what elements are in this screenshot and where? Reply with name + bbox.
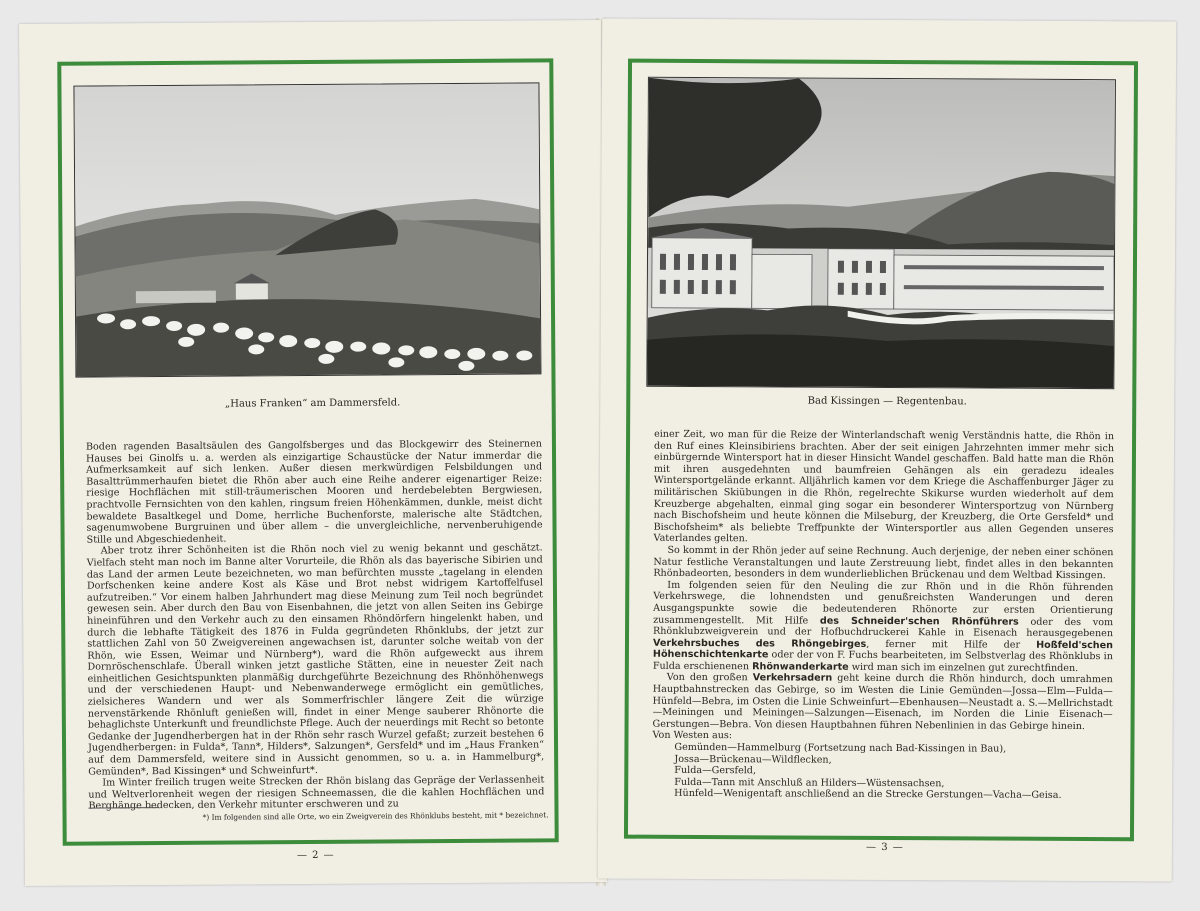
emphasis: Verkehrsadern — [752, 672, 833, 685]
text-run: geht keine durch die Rhön hindurch, doch umrahmen Hauptbahnstrecken das Gebirge, so im Westen die Linie Gemünden—Jossa—Elm—Fulda—Hünfeld—Bebra, im Osten die Linie Schweinfurt—Ebenhausen—Neustadt a. S.—Mellrichstadt—Meiningen und Meiningen—Salzungen—Eisenach, im Norden die Linie Eisenach—Gerstungen—Bebra. Von diesen Hauptbahnen führen Nebenlinien in das Gebirge hinein. — [652, 673, 1113, 732]
emphasis: Verkehrsbuches des Rhöngebirges — [652, 637, 867, 650]
page-number: — 2 — — [296, 849, 335, 862]
route-list — [652, 742, 1112, 802]
paragraph — [653, 579, 1113, 674]
route-item: Fulda—Tann mit Anschluß an Hilders—Wüstensachsen, — [674, 776, 945, 790]
left-page — [19, 20, 607, 886]
photo-caption: „Haus Franken“ am Dammersfeld. — [224, 397, 401, 410]
photo-caption: Bad Kissingen — Regentenbau. — [807, 395, 967, 408]
paragraph: So kommt in der Rhön jeder auf seine Rechnung. Auch derjenige, der neben einer schönen Natur festliche Veranstaltungen und laute Zerstreuung liebt, findet alles in den bekannten Rhönbadeorten, besonders in dem wunderlieblichen Brückenau und dem Weltbad Kissingen. — [653, 544, 1114, 582]
text-run: wird man sich im einzelnen gut zurechtfinden. — [848, 661, 1079, 674]
routes-intro: Von Westen aus: — [652, 730, 733, 742]
route-item: Fulda—Gersfeld, — [674, 765, 757, 777]
text-run: Von den großen — [666, 672, 753, 684]
left-body-text — [86, 438, 545, 812]
route-item: Gemünden—Hammelburg (Fortsetzung nach Bad-Kissingen in Bau), — [674, 741, 1007, 755]
emphasis: Hoßfeld'schen Höhenschichtenkarte — [652, 639, 1114, 661]
text-run: oder des vom Rhönklubzweigverein und der Hofbuchdruckerei Kahle in Eisenach herausgegebenen — [653, 616, 1114, 640]
paragraph — [653, 672, 1113, 732]
paragraph: einer Zeit, wo man für die Reize der Winterlandschaft wenig Verständnis hatte, die Rhön in den Ruf eines Kleinsibiriens brachten. Aber der seit einigen Jahrzehnten immer mehr sich einbürgernde Wintersport hat in dieser Hinsicht Wandel geschaffen. Bald hatte man die Rhön mit ihren ausgedehnten und baumfreien Gehängen als ein geradezu ideales Wintersportgelände erkannt. Alljährlich kamen vor dem Kriege die Aschaffenburger Jäger zu militärischen Skiübungen in die Rhön, regelrechte Skikurse wurden wiederholt auf dem Kreuzberge abgehalten, einmal ging sogar ein besonderer Wintersportzug von Nürnberg nach Bischofsheim und heute können die Milseburg, der Kreuzberg, die Orte Gersfeld* und Bischofsheim* als beliebte Treffpunkte der Wintersportler aus allen Gegenden unseres Vaterlandes gelten. — [653, 428, 1115, 545]
text-run: oder der von F. Fuchs bearbeiteten, im Selbstverlag des Rhönklubs in Fulda erschienenen — [652, 649, 1113, 673]
text-run: Im folgenden seien für den Neuling die zur Rhön und in die Rhön führenden Verkehrswege, die lohnendsten und genußreichsten Wanderungen und deren Ausgangspunkte sowie die bedeutenderen Rhönorte zur ersten Orientierung zusammengestellt. Mit Hilfe — [653, 579, 1114, 627]
paragraph: Aber trotz ihrer Schönheiten ist die Rhön noch viel zu wenig bekannt und geschätzt. Vielfach steht man noch im Banne alter Vorurteile, die Rhön als das bayerische Sibirien und das Land der armen Leute bezeichneten, wo man befürchten musste „tagelang in elenden Dorfschenken keine andere Kost als Käse und Brot nebst widrigem Kartoffelfusel aufzutreiben.“ Vor einem halben Jahrhundert mag diese Meinung zum Teil noch begründet gewesen sein. Aber durch den Bau von Eisenbahnen, die jetzt von allen Seiten ins Gebirge hineinführen und den Verkehr auch zu den einsamen Rhöndörfern hingelenkt haben, und durch die lebhafte Tätigkeit des 1876 in Fulda gegründeten Rhönklubs, der jetzt zur stattlichen Zahl von 50 Zweigvereinen angewachsen ist, darunter solche weitab von der Rhön, wie Essen, Weimar und Nürnberg*), ward die Rhön aufgeweckt aus ihrem Dornröschenschlafe. Überall winken jetzt gastliche Stätten, eine in neuester Zeit nach einheitlichen Gesichtspunkten planmäßig durchgeführte Bezeichnung des Rhönhöhenwegs und der verschiedenen Haupt- und Nebenwanderwege ermöglicht ein gemütliches, zielsicheres Wandern und wer als Sommerfrischler längere Zeit die würzige nervenstärkende Rhönluft genießen will, findet in einer Menge sauberer Rhönorte die behaglichste Unterkunft und freundlichste Pflege. Auch der neuerdings mit Recht so betonte Gedanke der Jugendherbergen hat in der Rhön sehr rasch Wurzel gefaßt; zurzeit bestehen 6 Jugendherbergen: in Fulda*, Tann*, Hilders*, Salzungen*, Gersfeld* und im „Haus Franken“ auf dem Dammersfeld, weitere sind in Aussicht genommen, so u. a. in Hammelburg*, Gemünden*, Bad Kissingen* und Schweinfurt*. — [86, 542, 545, 778]
page-number: — 3 — — [866, 841, 904, 854]
haus-franken-photo — [73, 82, 541, 377]
right-page — [598, 19, 1176, 882]
paragraph: Boden ragenden Basaltsäulen des Gangolfsberges und das Blockgewirr des Steinernen Hauses bei Ginolfs u. a. werden als einzigartige Schaustücke der Natur immerdar die Aufmerksamkeit auf sich lenken. Außer diesen merkwürdigen Felsbildungen und Basalttrümmerhaufen bietet die Rhön aber auch eine Reihe anderer eigenartiger Reize: riesige Hochflächen mit still-träumerischen Mooren und herdebelebten Bergwiesen, prachtvolle Fernsichten von den kahlen, ringsum freien Höhenkämmen, dunkle, meist dicht bewaldete Basaltkegel und Dome, herrliche Buchenforste, malerische alte Städtchen, sagenumwobene Burgruinen und über allem – die unvergleichliche, nervenberuhigende Stille und Abgeschiedenheit. — [85, 438, 543, 546]
paragraph: Im Winter freilich trugen weite Strecken der Rhön bislang das Gepräge der Verlassenheit und Weltverlorenheit wegen der riesigen Schneemassen, die die kahlen Hochflächen und Berghänge bedecken, den Verkehr mitunter erschweren und zu — [88, 774, 545, 812]
text-run: , ferner mit Hilfe der — [866, 638, 1037, 651]
regentenbau-photo — [646, 77, 1116, 389]
route-item: Jossa—Brückenau—Wildflecken, — [674, 753, 832, 766]
emphasis: des Schneider'schen Rhönführers — [819, 615, 1019, 628]
footnote: *) Im folgenden sind alle Orte, wo ein Zweigverein des Rhönklubs besteht, mit * bezeichnet. — [202, 810, 549, 822]
route-item: Hünfeld—Wenigentaft anschließend an die Strecke Gerstungen—Vacha—Geisa. — [674, 788, 1062, 802]
right-body-text — [652, 429, 1114, 802]
emphasis: Rhönwanderkarte — [752, 661, 849, 673]
